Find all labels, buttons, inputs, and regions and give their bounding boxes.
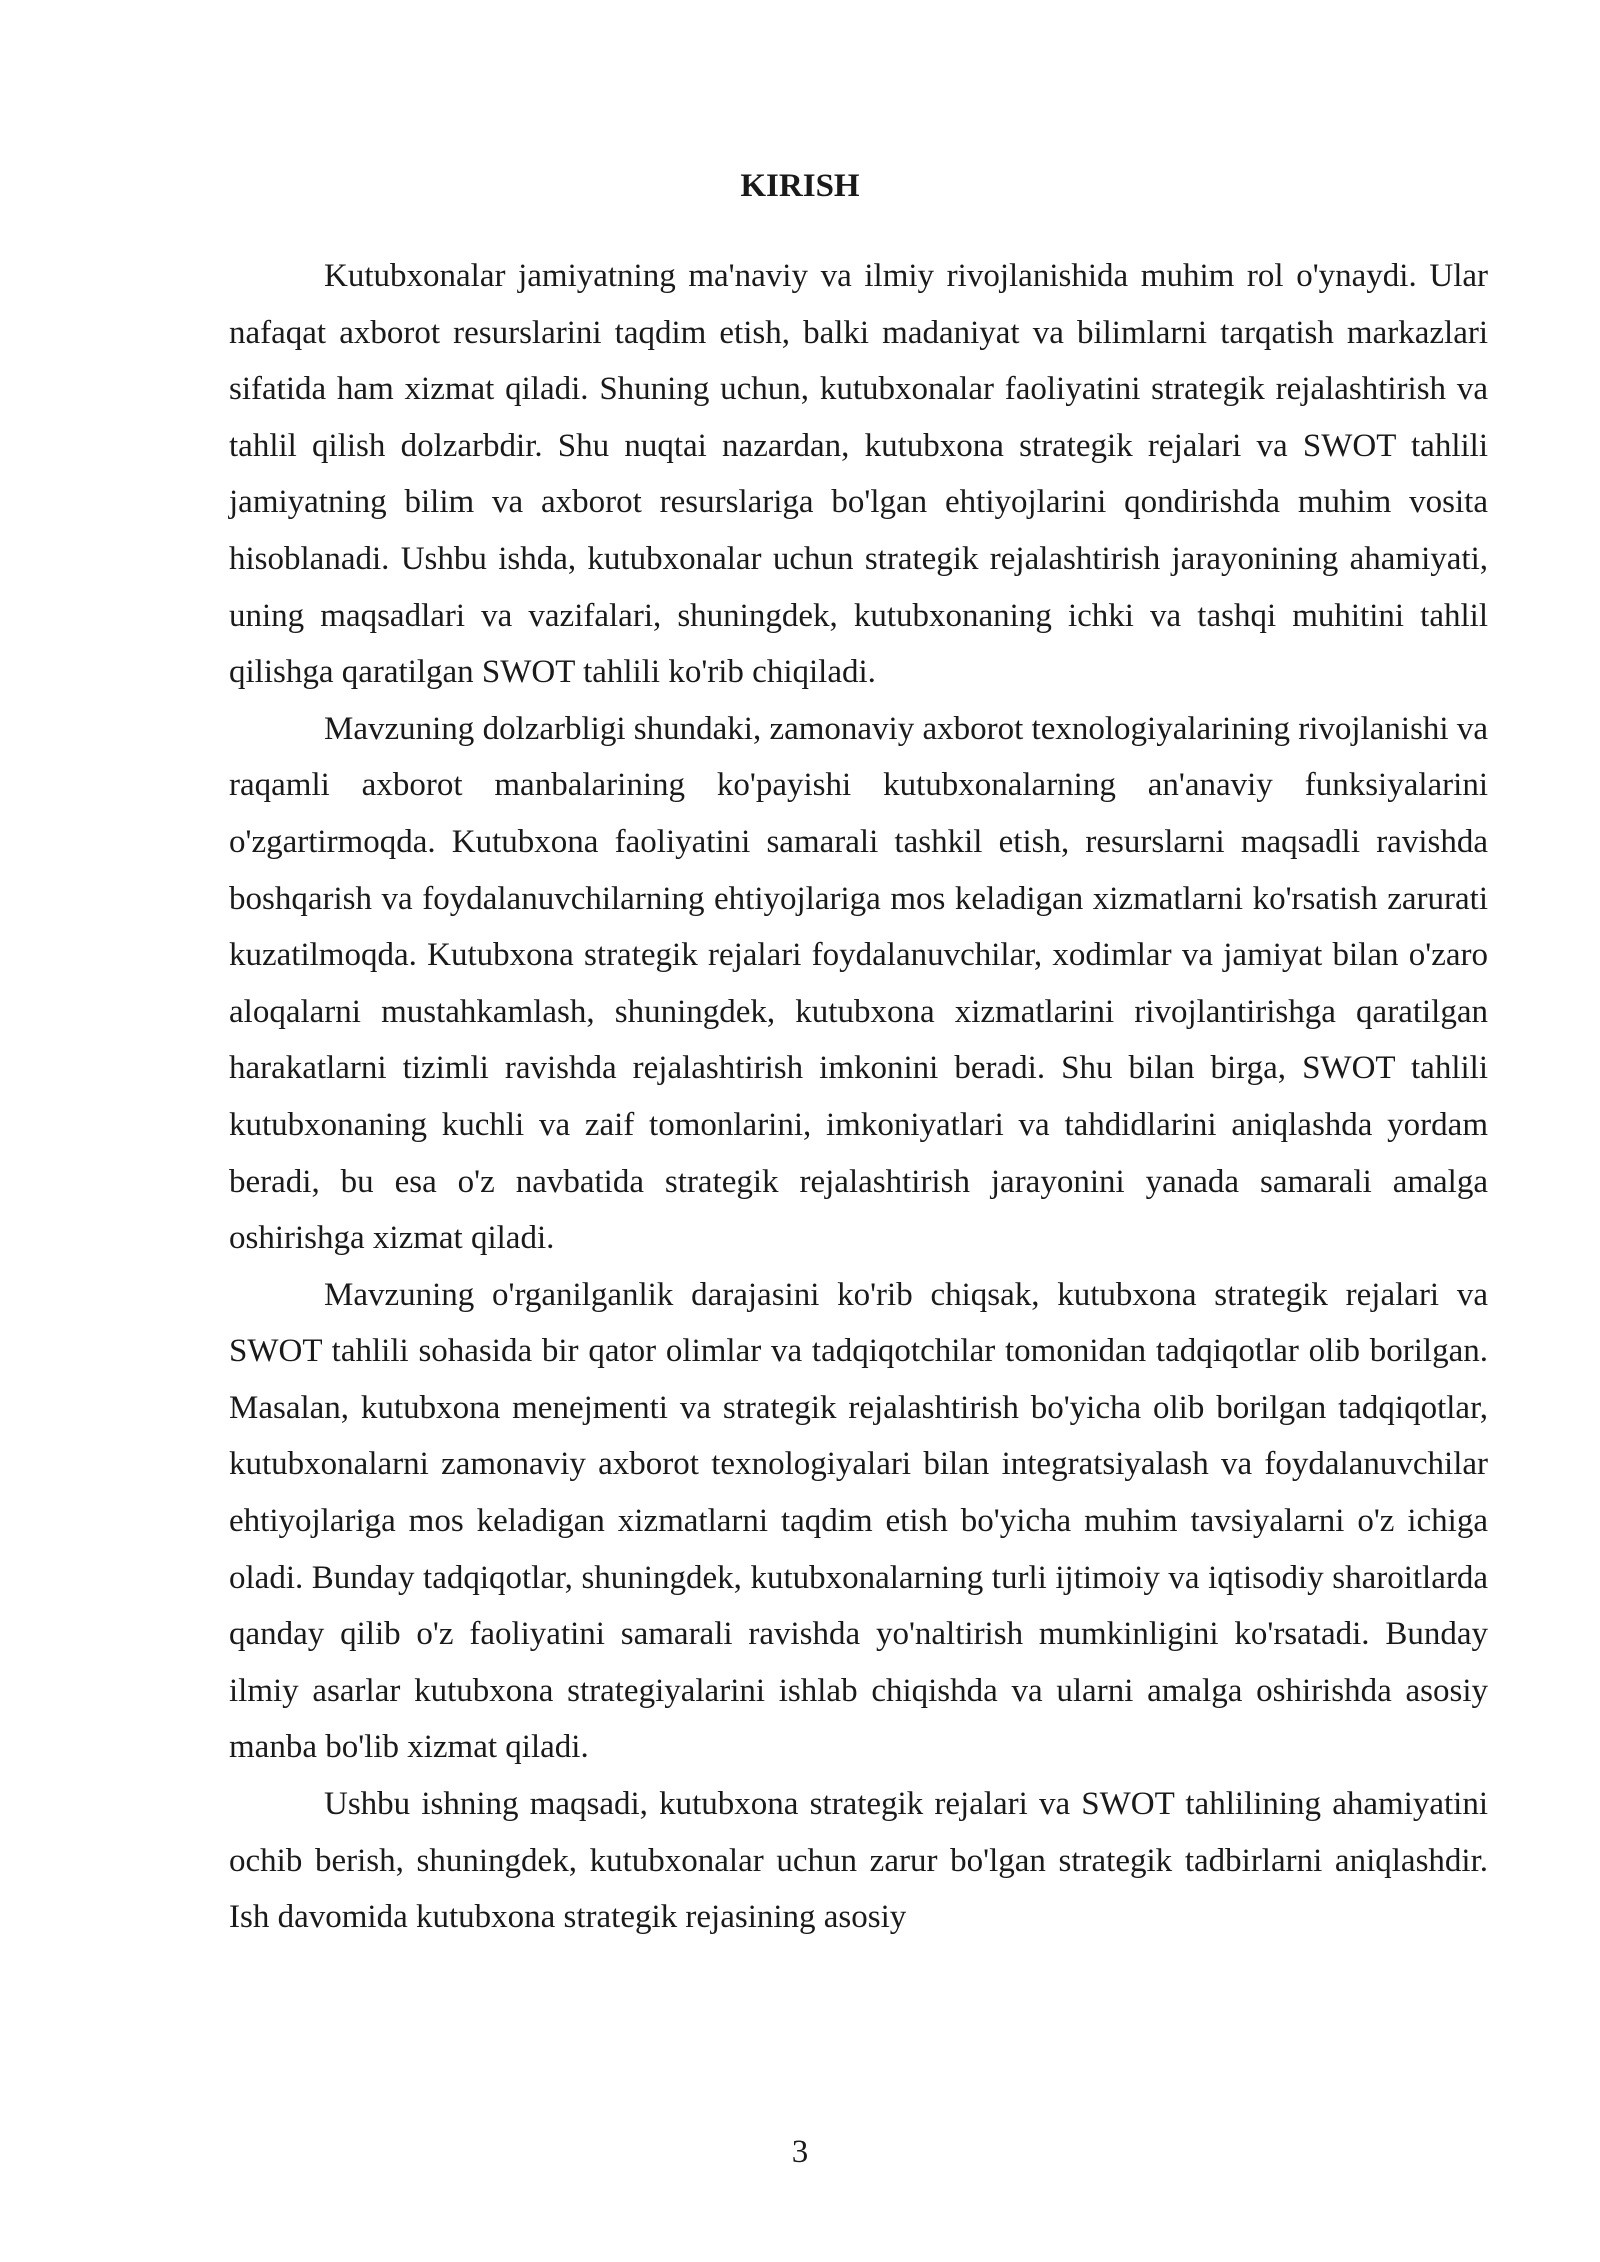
page-number: 3: [791, 2134, 809, 2170]
paragraph-study-degree: Mavzuning o'rganilganlik darajasini ko'rib chiqsak, kutubxona strategik rejalari va SWOT tahlili sohasida bir qator olimlar va tadqiqotchilar tomonidan tadqiqotlar olib borilgan. Masalan, kutubxona menejmenti va strategik rejalashtirish bo'yicha olib borilgan tadqiqotlar, kutubxonalarni zamonaviy axborot texnologiyalari bilan integratsiyalash va foydalanuvchilar ehtiyojlariga mos keladigan xizmatlarni taqdim etish bo'yicha muhim tavsiyalarni o'z ichiga oladi. Bunday tadqiqotlar, shuningdek, kutubxonalarning turli ijtimoiy va iqtisodiy sharoitlarda qanday qilib o'z faoliyatini samarali ravishda yo'naltirish mumkinligini ko'rsatadi. Bunday ilmiy asarlar kutubxona strategiyalarini ishlab chiqishda va ularni amalga oshirishda asosiy manba bo'lib xizmat qiladi.: [229, 1276, 1488, 1766]
paragraph-aim: Ushbu ishning maqsadi, kutubxona strategik rejalari va SWOT tahlilining ahamiyatini ochib berish, shuningdek, kutubxonalar uchun zarur bo'lgan strategik tadbirlarni aniqlashdir. Ish davomida kutubxona strategik rejasining asosiy: [229, 1786, 1488, 1936]
paragraph-relevance: Mavzuning dolzarbligi shundaki, zamonaviy axborot texnologiyalarining rivojlanishi va raqamli axborot manbalarining ko'payishi kutubxonalarning an'anaviy funksiyalarini o'zgartirmoqda. Kutubxona faoliyatini samarali tashkil etish, resurslarni maqsadli ravishda boshqarish va foydalanuvchilarning ehtiyojlariga mos keladigan xizmatlarni ko'rsatish zarurati kuzatilmoqda. Kutubxona strategik rejalari foydalanuvchilar, xodimlar va jamiyat bilan o'zaro aloqalarni mustahkamlash, shuningdek, kutubxona xizmatlarini rivojlantirishga qaratilgan harakatlarni tizimli ravishda rejalashtirish imkonini beradi. Shu bilan birga, SWOT tahlili kutubxonaning kuchli va zaif tomonlarini, imkoniyatlari va tahdidlarini aniqlashda yordam beradi, bu esa o'z navbatida strategik rejalashtirish jarayonini yanada samarali amalga oshirishga xizmat qiladi.: [229, 710, 1488, 1257]
page-title: KIRISH: [740, 168, 860, 204]
body-text: [229, 248, 1488, 1946]
paragraph-introduction: Kutubxonalar jamiyatning ma'naviy va ilmiy rivojlanishida muhim rol o'ynaydi. Ular nafaqat axborot resurslarini taqdim etish, balki madaniyat va bilimlarni tarqatish markazlari sifatida ham xizmat qiladi. Shuning uchun, kutubxonalar faoliyatini strategik rejalashtirish va tahlil qilish dolzarbdir. Shu nuqtai nazardan, kutubxona strategik rejalari va SWOT tahlili jamiyatning bilim va axborot resurslariga bo'lgan ehtiyojlarini qondirishda muhim vosita hisoblanadi. Ushbu ishda, kutubxonalar uchun strategik rejalashtirish jarayonining ahamiyati, uning maqsadlari va vazifalari, shuningdek, kutubxonaning ichki va tashqi muhitini tahlil qilishga qaratilgan SWOT tahlili ko'rib chiqiladi.: [229, 258, 1488, 691]
